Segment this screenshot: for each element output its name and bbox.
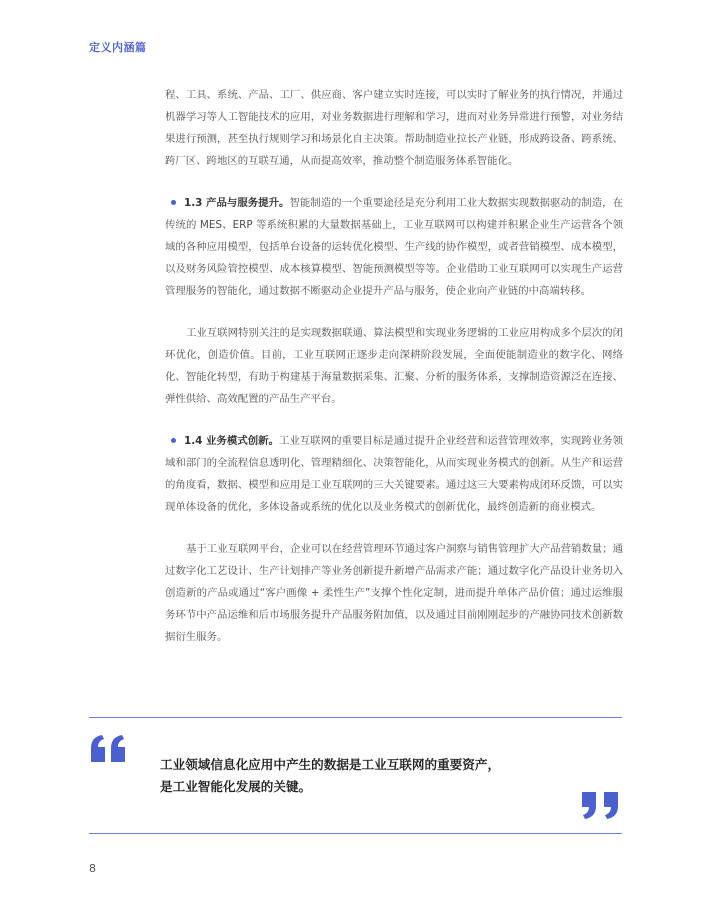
quote-top-divider <box>89 717 622 718</box>
bullet-1-4-text: 工业互联网的重要目标是通过提升企业经营和运营管理效率，实现跨业务领域和部门的全流程信息透明化、管理精细化、决策智能化，从而实现业务模式的创新。从生产和运营的角度看，数据、模型和应用是工业互联网的三大关键要素。通过这三大要素构成闭环反馈，可以实现单体设备的优化，多体设备或系统的优化以及业务模式的创新优化，最终创造新的商业模式。 <box>165 435 623 513</box>
open-quote-icon <box>89 734 129 768</box>
quote-bottom-divider <box>89 833 622 834</box>
bullet-dot-icon <box>171 200 176 205</box>
bullet-1-3-text: 智能制造的一个重要途径是充分利用工业大数据实现数据驱动的制造，在传统的 MES、ERP 等系统积累的大量数据基础上，工业互联网可以构建并积累企业生产运营各个领域的各种应用模型，包括单台设备的运转优化模型、生产线的协作模型，或者营销模型、成本模型，以及财务风险管控模型、成本核算模型、智能预测模型等等。企业借助工业互联网可以实现生产运营管理服务的智能化，通过数据不断驱动企业提升产品与服务，使企业向产业链的中高端转移。 <box>165 197 623 297</box>
bullet-1-4 <box>165 430 623 518</box>
paragraph-3: 基于工业互联网平台，企业可以在经营管理环节通过客户洞察与销售管理扩大产品营销数量；通过数字化工艺设计、生产计划排产等业务创新提升新增产品需求产能；通过数字化产品设计业务切入创造新的产品或通过“客户画像 + 柔性生产”支撑个性化定制，进而提升单体产品价值；通过运维服务环节中产品运维和后市场服务提升产品服务附加值，以及通过目前刚刚起步的产融协同技术创新数据衍生服务。 <box>165 543 623 643</box>
paragraph-1: 程、工具、系统、产品、工厂、供应商、客户建立实时连接，可以实时了解业务的执行情况，并通过机器学习等人工智能技术的应用，对业务数据进行理解和学习，进而对业务异常进行预警，对业务结果进行预测，甚至执行规则学习和场景化自主决策。帮助制造业拉长产业链，形成跨设备、跨系统、跨厂区、跨地区的互联互通，从而提高效率，推动整个制造服务体系智能化。 <box>165 89 623 167</box>
bullet-1-3 <box>165 192 623 302</box>
bullet-dot-icon <box>171 438 176 443</box>
pull-quote <box>160 754 580 798</box>
page-number: 8 <box>89 862 96 875</box>
paragraph-2: 工业互联网特别关注的是实现数据联通、算法模型和实现业务逻辑的工业应用构成多个层次的闭环优化，创造价值。目前，工业互联网正逐步走向深耕阶段发展，全面使能制造业的数字化、网络化、智能化转型，有助于构建基于海量数据采集、汇聚、分析的服务体系，支撑制造资源泛在连接、弹性供给、高效配置的产品生产平台。 <box>165 327 623 405</box>
bullet-1-4-heading: 1.4 业务模式创新。 <box>184 435 280 447</box>
bullet-1-3-heading: 1.3 产品与服务提升。 <box>184 197 290 209</box>
pull-quote-line-2: 是工业智能化发展的关键。 <box>160 779 312 794</box>
close-quote-icon <box>580 790 622 824</box>
section-header: 定义内涵篇 <box>89 41 147 54</box>
pull-quote-line-1: 工业领域信息化应用中产生的数据是工业互联网的重要资产， <box>160 757 501 772</box>
main-content <box>165 84 623 648</box>
